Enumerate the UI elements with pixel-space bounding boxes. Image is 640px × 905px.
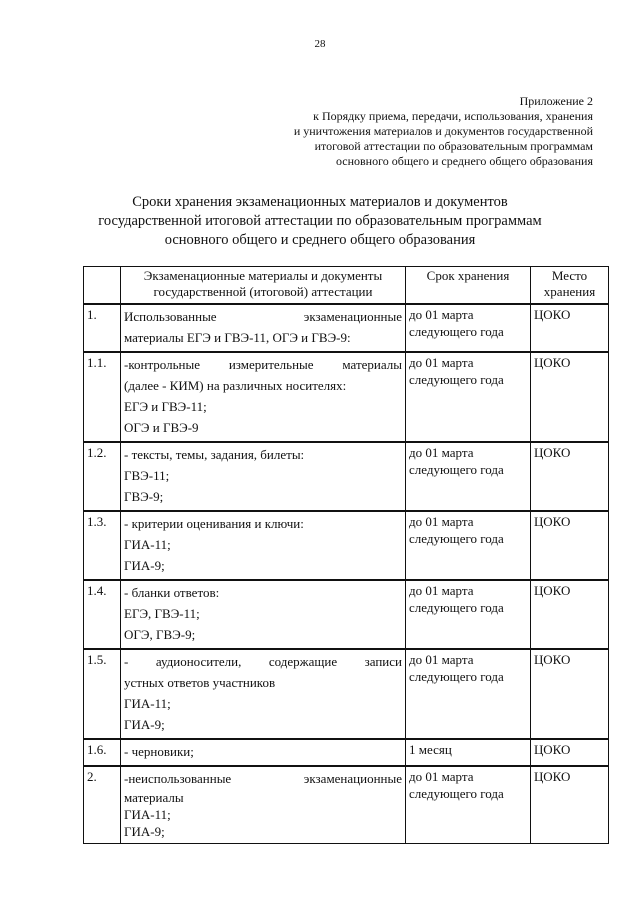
material-line: - тексты, темы, задания, билеты: (124, 447, 305, 462)
material-line: ГИА-9; (124, 558, 165, 573)
row-number: 1.4. (84, 580, 121, 649)
table-row (84, 304, 609, 352)
header-place: Место хранения (531, 267, 609, 305)
row-storage-period: до 01 марта следующего года (406, 442, 531, 511)
table-row (84, 739, 609, 766)
row-number: 1.6. (84, 739, 121, 766)
material-justified-line: Использованные экзаменационные (124, 309, 402, 324)
material-line: ГВЭ-11; (124, 468, 170, 483)
material-line: - черновики; (124, 744, 194, 759)
row-storage-place: ЦОКО (531, 580, 609, 649)
title-line: основного общего и среднего общего образования (164, 232, 476, 248)
table-row (84, 580, 609, 649)
row-material (121, 442, 406, 511)
row-number: 1.2. (84, 442, 121, 511)
appendix-header (173, 94, 593, 169)
title-line: государственной итоговой аттестации по образовательным программам (98, 213, 542, 229)
material-line: ГИА-9; (124, 717, 165, 732)
document-title (60, 193, 580, 250)
material-line: материалы ЕГЭ и ГВЭ-11, ОГЭ и ГВЭ-9: (124, 330, 351, 345)
row-storage-period: до 01 марта следующего года (406, 649, 531, 739)
row-material (121, 766, 406, 844)
row-number: 1.5. (84, 649, 121, 739)
material-line: ГИА-11; (124, 696, 171, 711)
row-number: 2. (84, 766, 121, 844)
material-line: устных ответов участников (124, 675, 276, 690)
row-number: 1.3. (84, 511, 121, 580)
row-storage-period: до 01 марта следующего года (406, 580, 531, 649)
header-material: Экзаменационные материалы и документы государственной (итоговой) аттестации (121, 267, 406, 305)
row-material (121, 739, 406, 766)
row-storage-place: ЦОКО (531, 442, 609, 511)
title-line: Сроки хранения экзаменационных материалов и документов (132, 194, 508, 210)
table-row (84, 511, 609, 580)
table-row (84, 649, 609, 739)
material-line: - бланки ответов: (124, 585, 220, 600)
row-number: 1. (84, 304, 121, 352)
material-line: ГВЭ-9; (124, 489, 164, 504)
storage-periods-table (83, 266, 609, 844)
appendix-line: Приложение 2 (519, 94, 593, 108)
appendix-line: и уничтожения материалов и документов государственной (293, 124, 593, 138)
row-storage-period: до 01 марта следующего года (406, 352, 531, 442)
row-material (121, 649, 406, 739)
header-num (84, 267, 121, 305)
row-storage-period: до 01 марта следующего года (406, 304, 531, 352)
material-justified-line: -контрольные измерительные материалы (124, 357, 402, 372)
row-material (121, 580, 406, 649)
material-line: (далее - КИМ) на различных носителях: (124, 378, 347, 393)
material-justified-line: -неиспользованные экзаменационные (124, 771, 402, 786)
material-line: ГИА-11; (124, 807, 171, 822)
row-storage-place: ЦОКО (531, 511, 609, 580)
material-line: ЕГЭ и ГВЭ-11; (124, 399, 207, 414)
header-period: Срок хранения (406, 267, 531, 305)
material-line: ОГЭ и ГВЭ-9 (124, 420, 199, 435)
material-line: ГИА-9; (124, 824, 165, 839)
material-line: материалы (124, 790, 184, 805)
row-storage-place: ЦОКО (531, 352, 609, 442)
table-row (84, 442, 609, 511)
row-storage-period: до 01 марта следующего года (406, 511, 531, 580)
row-material (121, 352, 406, 442)
row-storage-period: 1 месяц (406, 739, 531, 766)
material-line: ГИА-11; (124, 537, 171, 552)
appendix-line: основного общего и среднего общего образования (335, 154, 593, 168)
row-storage-place: ЦОКО (531, 739, 609, 766)
table-header-row (84, 267, 609, 305)
appendix-line: итоговой аттестации по образовательным программам (314, 139, 593, 153)
material-line: ЕГЭ, ГВЭ-11; (124, 606, 200, 621)
row-storage-period: до 01 марта следующего года (406, 766, 531, 844)
material-line: ОГЭ, ГВЭ-9; (124, 627, 196, 642)
row-material (121, 304, 406, 352)
page-number: 28 (314, 38, 326, 50)
row-storage-place: ЦОКО (531, 649, 609, 739)
table-row (84, 766, 609, 844)
material-line: - критерии оценивания и ключи: (124, 516, 304, 531)
row-storage-place: ЦОКО (531, 304, 609, 352)
row-material (121, 511, 406, 580)
table-row (84, 352, 609, 442)
row-storage-place: ЦОКО (531, 766, 609, 844)
appendix-line: к Порядку приема, передачи, использования, хранения (313, 109, 593, 123)
row-number: 1.1. (84, 352, 121, 442)
material-justified-line: - аудионосители, содержащие записи (124, 654, 402, 669)
